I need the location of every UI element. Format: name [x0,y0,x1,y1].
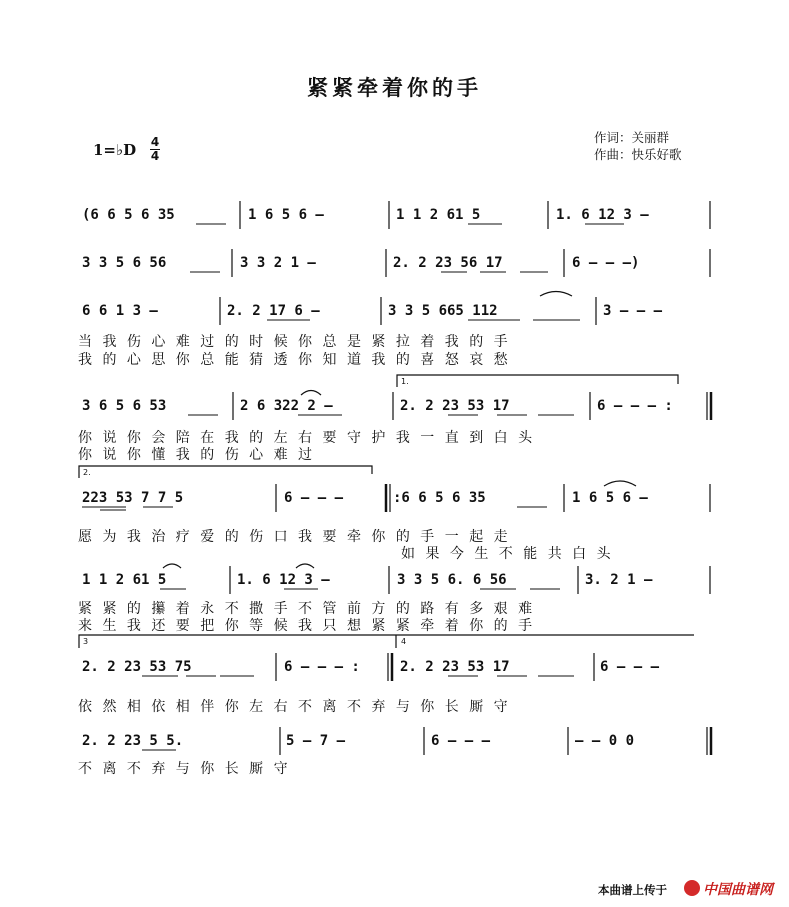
row3-bar4: 3 – – – [603,303,663,319]
row6-bar3: 3 3 5 6. 6 56 [397,572,507,588]
site-name: 中国曲谱网 [703,882,773,898]
volta-4-label: 4 [401,637,407,646]
row2-bar1: 3 3 5 6 56 [82,255,167,271]
slur [540,292,572,297]
time-signature-bottom: 4 [150,149,160,163]
row6-lyric1: 紧 紧 的 攥 着 永 不 撒 手 不 管 前 方 的 路 有 多 艰 难 [78,601,536,617]
row7-bar2: 6 – – – : [284,659,360,675]
volta-1-bracket [397,375,678,387]
row3-lyric2: 我 的 心 思 你 总 能 猜 透 你 知 道 我 的 喜 怒 哀 愁 [78,352,511,368]
row5-bar4: 1 6 5 6 – [572,490,648,506]
row7-lyric1: 依 然 相 依 相 伴 你 左 右 不 离 不 弃 与 你 长 厮 守 [78,699,511,715]
row6-bar2: 1. 6 12 3 – [237,572,330,588]
volta-2-bracket [79,466,372,478]
row8-bar3: 6 – – – [431,733,491,749]
row5-bar2: 6 – – – [284,490,344,506]
song-title: 紧紧牵着你的手 [307,76,482,100]
row1-bar1: (6 6 5 6 35 [82,207,175,223]
key-signature: 1=♭D [93,141,137,159]
row3-bar2: 2. 2 17 6 – [227,303,320,319]
row1-bar4: 1. 6 12 3 – [556,207,649,223]
row4-lyric1: 你 说 你 会 陪 在 我 的 左 右 要 守 护 我 一 直 到 白 头 [78,430,536,446]
row6-lyric2: 来 生 我 还 要 把 你 等 候 我 只 想 紧 紧 牵 着 你 的 手 [78,618,536,634]
row4-lyric2: 你 说 你 懂 我 的 伤 心 难 过 [78,447,316,463]
slur [296,564,314,568]
row3-bar1: 6 6 1 3 – [82,303,158,319]
slur [604,481,636,486]
time-signature-top: 4 [150,135,160,149]
row4-bar4: 6 – – – : [597,398,673,414]
row7-bar3: 2. 2 23 53 17 [400,659,510,675]
row4-bar3: 2. 2 23 53 17 [400,398,510,414]
row8-bar2: 5 – 7 – [286,733,346,749]
row2-bar4: 6 – – –) [572,255,640,271]
row2-bar2: 3 3 2 1 – [240,255,316,271]
row5-lyric2: 如 果 今 生 不 能 共 白 头 [401,546,614,562]
row5-lyric1: 愿 为 我 治 疗 爱 的 伤 口 我 要 牵 你 的 手 一 起 走 [78,529,511,545]
row4-bar1: 3 6 5 6 53 [82,398,167,414]
footer-upload-text: 本曲谱上传于 [598,883,667,897]
row2-bar3: 2. 2 23 56 17 [393,255,503,271]
row8-bar4: – – 0 0 [575,733,635,749]
slur [301,391,321,396]
row5-bar1: 223 53 7 7 5 [82,490,184,506]
row6-bar1: 1 1 2 61 5 [82,572,167,588]
composer-credit: 作曲：快乐好歌 [594,147,682,162]
volta-3-bracket [79,635,694,648]
lyricist-credit: 作词：关丽群 [594,130,670,145]
row4-bar2: 2 6 322 2 – [240,398,333,414]
row1-bar3: 1 1 2 61 5 [396,207,481,223]
row8-lyric1: 不 离 不 弃 与 你 长 厮 守 [78,761,291,777]
row3-lyric1: 当 我 伤 心 难 过 的 时 候 你 总 是 紧 拉 着 我 的 手 [78,334,511,350]
row1-bar2: 1 6 5 6 – [248,207,324,223]
row8-bar1: 2. 2 23 5 5. [82,733,184,749]
volta-3-label: 3 [83,637,89,646]
slur [163,564,181,568]
volta-1-label: 1. [401,377,409,386]
row6-bar4: 3. 2 1 – [585,572,653,588]
row7-bar4: 6 – – – [600,659,660,675]
row5-bar3: :6 6 5 6 35 [393,490,486,506]
volta-2-label: 2. [83,468,91,477]
row3-bar3: 3 3 5 665 112 [388,303,498,319]
row7-bar1: 2. 2 23 53 75 [82,659,192,675]
